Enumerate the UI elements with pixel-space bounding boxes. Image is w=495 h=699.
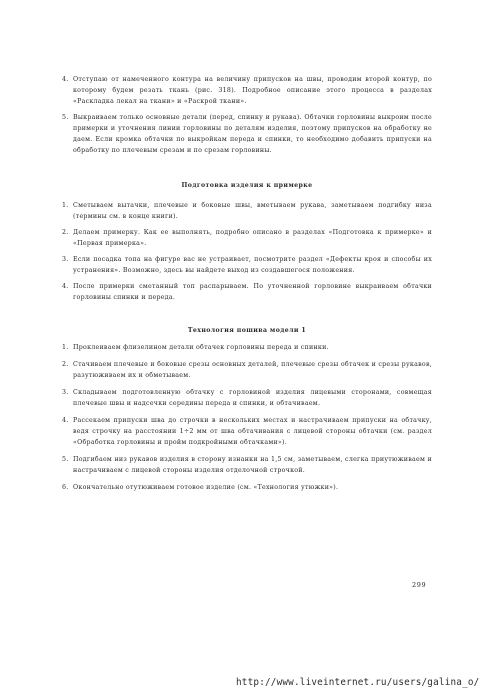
- list-item: [62, 254, 432, 276]
- list-item-text: Выкраиваем только основные детали (перед, спинку и рукава). Обтачки горловины выкроим после примерки и уточнения линии горловины по деталям изделия, поэтому припусков на обработку не даем. Если кромка обтачки по выкройкам переда и спинки, то необходимо добавить припуски на обработку по плечевым срезам и по срезам горловины.: [73, 114, 432, 154]
- section-technology: [62, 342, 432, 493]
- list-item: [62, 454, 432, 476]
- list-item: [62, 415, 432, 448]
- list-item: [62, 281, 432, 303]
- list-item-text: Окончательно отутюживаем готовое изделие (см. «Технология утюжки»).: [73, 484, 339, 491]
- list-item-number: 2.: [62, 361, 69, 368]
- list-item: [62, 200, 432, 222]
- list-item-text: Рассекаем припуски шва до строчки в нескольких местах и настрачиваем припуски на обтачку, ведя строчку на расстоянии 1÷2 мм от шва обтачивания с лицевой стороны обтачки (см. раздел «Обработка горловины и пройм подкройными обтачками»).: [73, 417, 432, 446]
- list-item-text: Отступаю от намеченного контура на величину припусков на швы, проводим второй контур, по которому будем резать ткань (рис. 318). Подробное описание этого процесса в разделах «Раскладка лекал на ткани» и «Раскрой ткани».: [73, 76, 432, 105]
- list-item-number: 4.: [62, 283, 69, 290]
- list-item-number: 6.: [62, 484, 69, 491]
- list-item-number: 3.: [62, 256, 69, 263]
- list-item-number: 2.: [62, 229, 69, 236]
- list-item-number: 5.: [62, 456, 69, 463]
- list-item-text: Проклеиваем флизелином детали обтачек горловины переда и спинки.: [73, 344, 329, 351]
- list-item: [62, 387, 432, 409]
- list-item-text: Подгибаем низ рукавов изделия в сторону изнанки на 1,5 см, заметываем, слегка приутюживаем и настрачиваем с лицевой стороны изделия отделочной строчкой.: [73, 456, 432, 474]
- list-item-number: 1.: [62, 344, 69, 351]
- footer-url[interactable]: http://www.liveinternet.ru/users/galina_o/: [236, 677, 480, 688]
- section-fitting: [62, 200, 432, 303]
- section-heading-fitting: Подготовка изделия к примерке: [181, 182, 313, 189]
- list-item-number: 5.: [62, 114, 69, 121]
- list-item-text: После примерки сметанный топ распарываем. По уточненной горловине выкраиваем обтачки горловины спинки и переда.: [73, 283, 432, 301]
- list-item: [62, 359, 432, 381]
- list-item-number: 1.: [62, 202, 69, 209]
- list-item: [62, 227, 432, 249]
- list-item-number: 4.: [62, 417, 69, 424]
- list-item-text: Делаем примерку. Как ее выполнять, подробно описано в разделах «Подготовка к примерке» и «Первая примерка».: [73, 229, 432, 247]
- list-item-text: Стачиваем плечевые и боковые срезы основных деталей, плечевые срезы обтачек и срезы рукавов, разутюживаем их и обметываем.: [73, 361, 432, 379]
- section-heading-technology: Технология пошива модели 1: [187, 327, 307, 334]
- list-item: [62, 112, 432, 156]
- list-item: [62, 482, 432, 493]
- list-item-text: Складываем подготовленную обтачку с горловиной изделия лицевыми сторонами, совмещая плечевые швы и надсечки середины переда и спинки, и обтачиваем.: [73, 389, 432, 407]
- section-cutting: [62, 74, 432, 156]
- list-item-number: 4.: [62, 76, 69, 83]
- list-item: [62, 342, 432, 353]
- list-item-text: Сметываем вытачки, плечевые и боковые швы, вметываем рукава, заметываем подгибку низа (термины см. в конце книги).: [73, 202, 432, 220]
- list-item-text: Если посадка топа на фигуре вас не устраивает, посмотрите раздел «Дефекты кроя и способы их устранения». Возможно, здесь вы найдете выход из создавшегося положения.: [73, 256, 432, 274]
- list-item: [62, 74, 432, 107]
- page-number: 299: [412, 581, 427, 589]
- list-item-number: 3.: [62, 389, 69, 396]
